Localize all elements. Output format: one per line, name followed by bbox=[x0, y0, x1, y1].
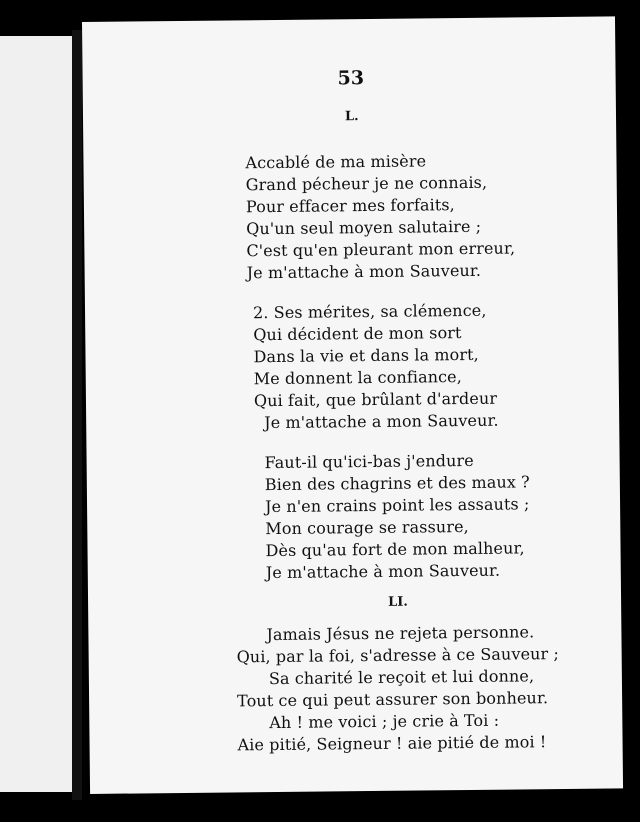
verse-line: Je m'attache a mon Sauveur. bbox=[264, 410, 499, 433]
verse-line: Me donnent la confiance, bbox=[253, 367, 462, 389]
verse-line: Je m'attache à mon Sauveur. bbox=[246, 260, 482, 283]
page-number: 53 bbox=[337, 67, 365, 90]
book-gutter bbox=[72, 30, 82, 800]
verse-line: Qui fait, que brûlant d'ardeur bbox=[253, 388, 498, 411]
verse-line: Qui décident de mon sort bbox=[253, 323, 462, 345]
verse-line: Dans la vie et dans la mort, bbox=[253, 344, 479, 367]
verse-line: Tout ce qui peut assurer son bonheur. bbox=[237, 688, 549, 711]
verse-line: Ah ! me voici ; je crie à Toi : bbox=[269, 710, 500, 733]
book-page bbox=[82, 16, 623, 794]
left-page-edge bbox=[0, 36, 72, 792]
verse-line: Bien des chagrins et des maux ? bbox=[264, 472, 530, 495]
verse-line: Je m'attache à mon Sauveur. bbox=[265, 560, 501, 583]
hymn-number-l: L. bbox=[344, 109, 359, 125]
verse-line: Jamais Jésus ne rejeta personne. bbox=[266, 622, 535, 645]
verse-line: Aie pitié, Seigneur ! aie pitié de moi ! bbox=[237, 732, 547, 755]
verse-line: 2. Ses mérites, sa clémence, bbox=[252, 300, 487, 323]
verse-line: Je n'en crains point les assauts ; bbox=[264, 494, 530, 517]
verse-line: Sa charité le reçoit et lui donne, bbox=[268, 666, 535, 689]
verse-line: Accablé de ma misère bbox=[245, 151, 427, 173]
verse-line: Qui, par la foi, s'adresse à ce Sauveur ; bbox=[236, 644, 560, 667]
verse-line: Pour effacer mes forfaits, bbox=[245, 195, 455, 217]
verse-line: C'est qu'en pleurant mon erreur, bbox=[246, 238, 516, 261]
hymn-number-li: LI. bbox=[388, 594, 408, 610]
verse-line: Qu'un seul moyen salutaire ; bbox=[246, 216, 482, 239]
verse-line: Dès qu'au fort de mon malheur, bbox=[265, 538, 525, 561]
verse-line: Faut-il qu'ici-bas j'endure bbox=[264, 450, 474, 473]
verse-line: Grand pécheur je ne connais, bbox=[245, 172, 488, 195]
verse-line: Mon courage se rassure, bbox=[265, 516, 469, 539]
